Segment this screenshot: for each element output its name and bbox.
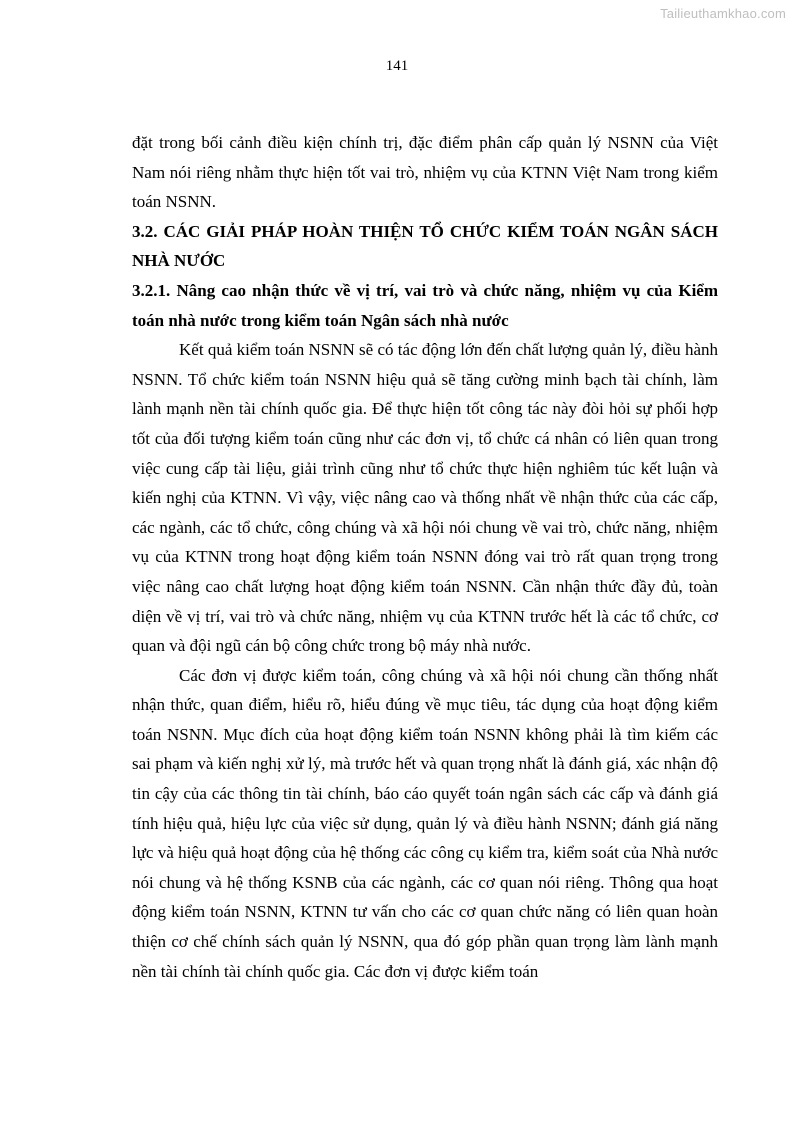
document-body: [132, 128, 718, 986]
paragraph: Kết quả kiểm toán NSNN sẽ có tác động lớn đến chất lượng quản lý, điều hành NSNN. Tổ chức kiểm toán NSNN hiệu quả sẽ tăng cường minh bạch tài chính, làm lành mạnh nền tài chính quốc gia. Để thực hiện tốt công tác này đòi hỏi sự phối hợp tốt của đối tượng kiểm toán cũng như các đơn vị, tổ chức cá nhân có liên quan trong việc cung cấp tài liệu, giải trình cũng như tổ chức thực hiện nghiêm túc kết luận và kiến nghị của KTNN. Vì vậy, việc nâng cao và thống nhất về nhận thức của các cấp, các ngành, các tổ chức, công chúng và xã hội nói chung về vai trò, chức năng, nhiệm vụ của KTNN trong hoạt động kiểm toán NSNN đóng vai trò rất quan trọng trong việc nâng cao chất lượng hoạt động kiểm toán NSNN. Cần nhận thức đầy đủ, toàn diện về vị trí, vai trò và chức năng, nhiệm vụ của KTNN trước hết là các tổ chức, cơ quan và đội ngũ cán bộ công chức trong bộ máy nhà nước.: [132, 340, 718, 656]
paragraph: Các đơn vị được kiểm toán, công chúng và xã hội nói chung cần thống nhất nhận thức, quan điểm, hiểu rõ, hiểu đúng về mục tiêu, tác dụng của hoạt động kiểm toán NSNN. Mục đích của hoạt động kiểm toán NSNN không phải là tìm kiếm các sai phạm và kiến nghị xử lý, mà trước hết và quan trọng nhất là đánh giá, xác nhận độ tin cậy của các thông tin tài chính, báo cáo quyết toán ngân sách các cấp và đánh giá tính hiệu quả, hiệu lực của việc sử dụng, quản lý và điều hành NSNN; đánh giá năng lực và hiệu quả hoạt động của hệ thống các công cụ kiểm tra, kiểm soát của Nhà nước nói chung và hệ thống KSNB của các ngành, các cơ quan nói riêng. Thông qua hoạt động kiểm toán NSNN, KTNN tư vấn cho các cơ quan chức năng có liên quan hoàn thiện cơ chế chính sách quản lý NSNN, qua đó góp phần quan trọng làm lành mạnh nền tài chính tài chính quốc gia. Các đơn vị được kiểm toán: [132, 665, 718, 981]
paragraph-continuation: đặt trong bối cảnh điều kiện chính trị, đặc điểm phân cấp quản lý NSNN của Việt Nam nói riêng nhằm thực hiện tốt vai trò, nhiệm vụ của KTNN Việt Nam trong kiểm toán NSNN.: [132, 133, 718, 212]
page-number: 141: [385, 58, 409, 74]
watermark: Tailieuthamkhao.com: [660, 6, 786, 21]
section-heading: 3.2. CÁC GIẢI PHÁP HOÀN THIỆN TỔ CHỨC KIỂM TOÁN NGÂN SÁCH NHÀ NƯỚC: [132, 221, 718, 271]
subsection-heading: 3.2.1. Nâng cao nhận thức về vị trí, vai trò và chức năng, nhiệm vụ của Kiểm toán nhà nước trong kiểm toán Ngân sách nhà nước: [132, 280, 718, 330]
